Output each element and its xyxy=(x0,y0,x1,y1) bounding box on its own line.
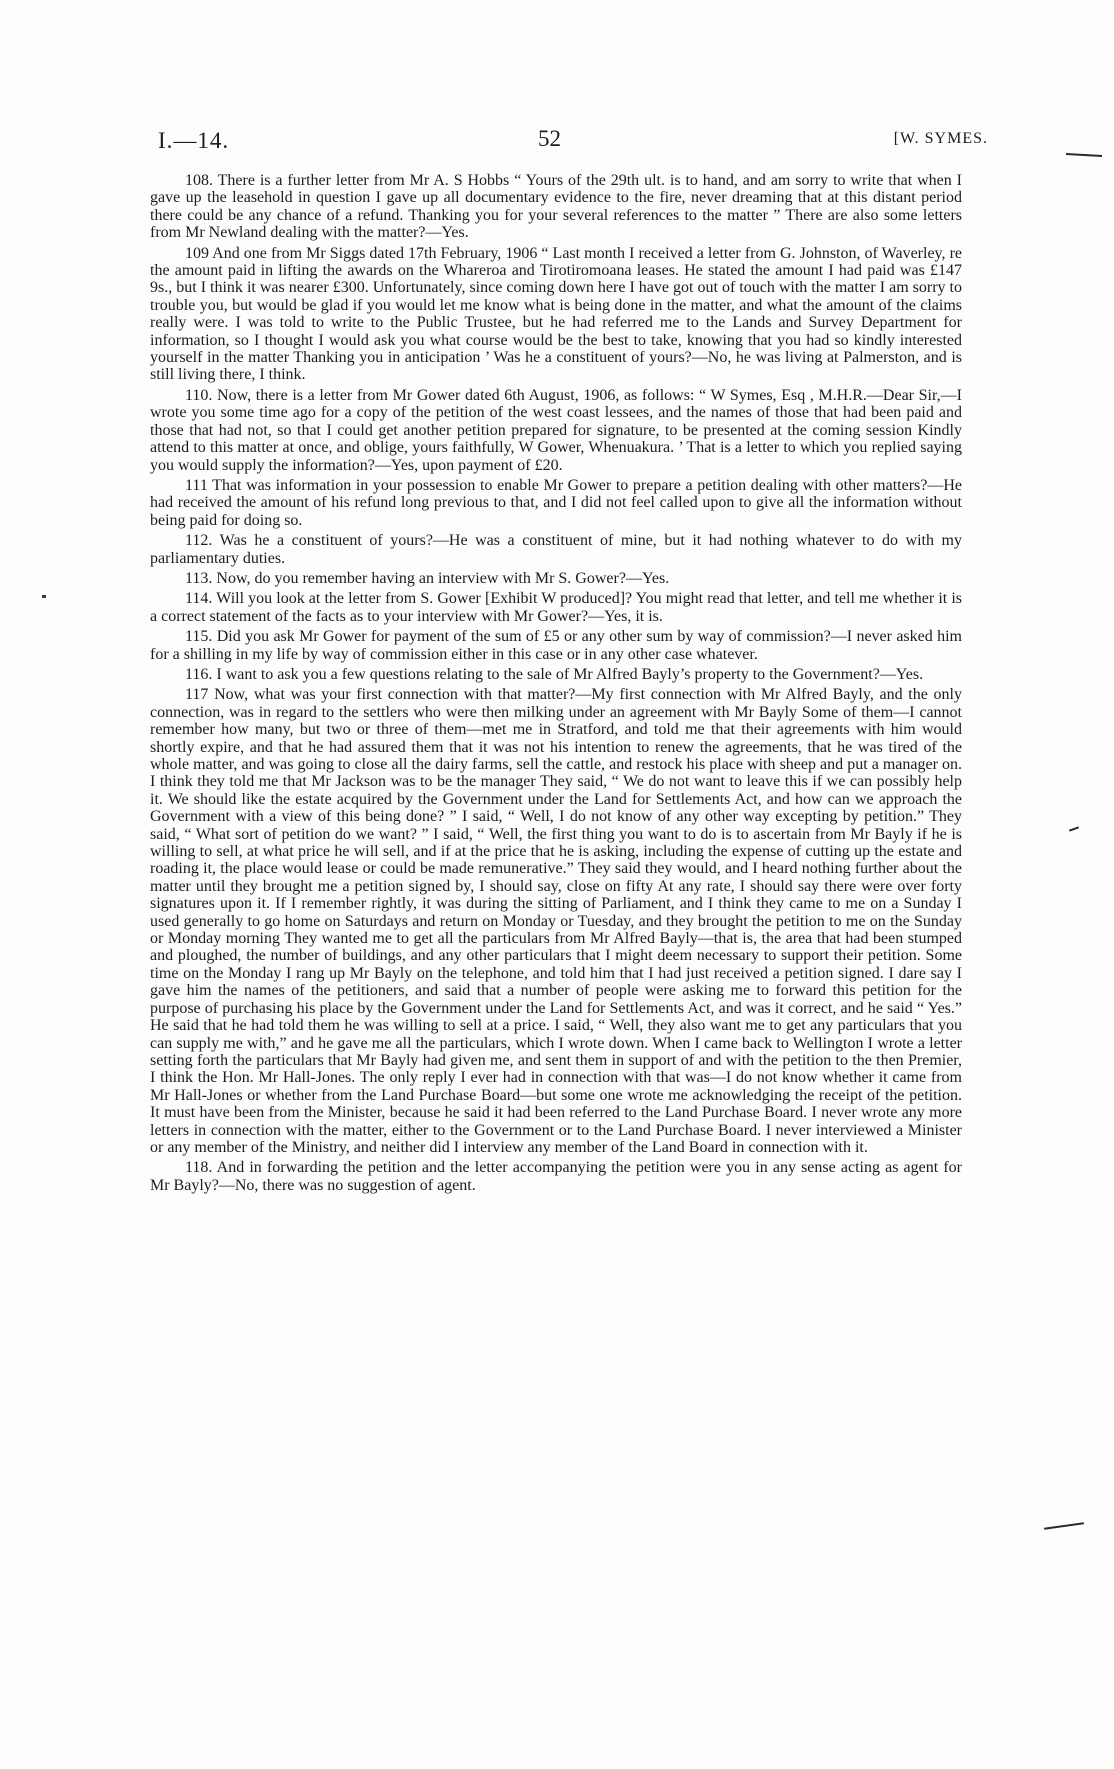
paragraph-118: 118. And in forwarding the petition and the letter accompanying the petition were you in any sense acting as agent for Mr Bayly?—No, there was no suggestion of agent. xyxy=(150,1159,962,1194)
witness-name: [W. SYMES. xyxy=(893,130,988,147)
paragraph-113: 113. Now, do you remember having an interview with Mr S. Gower?—Yes. xyxy=(185,569,670,587)
paragraph-117: 117 Now, what was your first connection with that matter?—My first connection with Mr Alfred Bayly, and the only connection, was in regard to the settlers who were then milking under an agreement with Mr Bayly Some of them—I cannot remember how many, but two or three of them—met me in Stratford, and told me that their agreements with him would shortly expire, and that he had assured them that it was not his intention to renew the agreements, that he was tired of the whole matter, and was going to close all the dairy farms, sell the cattle, and restock his place with sheep and put a manager on. I think they told me that Mr Jackson was to be the manager They said, “ We do not want to leave this if we can possibly help it. We should like the estate acquired by the Government under the Land for Settlements Act, and how can we approach the Government with a view of this being done? ” I said, “ Well, I do not know of any other way excepting by petition.” They said, “ What sort of petition do we want? ” I said, “ Well, the first thing you want to do is to ascertain from Mr Bayly if he is willing to sell, at what price he will sell, and if at the price that he is asking, including the expense of cutting up the estate and roading it, the place would lease or could be made remunerative.” They said they would, and I heard nothing further about the matter until they brought me a petition signed by, I should say, close on fifty At any rate, I should say there were over forty signatures upon it. If I remember rightly, it was during the sitting of Parliament, and I think they came to me on a Sunday I used generally to go home on Saturdays and return on Monday or Tuesday, and they brought the petition to me on the Sunday or Monday morning They wanted me to get all the particulars from Mr Alfred Bayly—that is, the area that had been stumped and ploughed, the number of buildings, and any other particulars that I might deem necessary to support their petition. Some time on the Monday I rang up Mr Bayly on the telephone, and told him that I had just received a petition signed. I dare say I gave him the names of the petitioners, and said that a number of people were asking me to forward this petition for the purpose of purchasing his place by the Government under the Land for Settlements Act, and was it correct, and he said “ Yes.” He said that he had told them he was willing to sell at a price. I said, “ Well, they also want me to get any particulars that you can supply me with,” and he gave me all the particulars, which I wrote down. When I came back to Wellington I wrote a letter setting forth the particulars that Mr Bayly had given me, and sent them in support of and with the petition to the then Premier, I think the Hon. Mr Hall-Jones. The only reply I ever had in connection with that was—I do not know whether it came from Mr Hall-Jones or whether from the Land Purchase Board—but some one wrote me acknowledging the receipt of the petition. It must have been from the Minister, because he said it had been referred to the Land Purchase Board. I never wrote any more letters in connection with the matter, either to the Government or to the Land Purchase Board. I never interviewed a Minister or any member of the Ministry, and neither did I interview any member of the Land Board in connection with it. xyxy=(150,686,962,1156)
paragraph-110: 110. Now, there is a letter from Mr Gower dated 6th August, 1906, as follows: “ W Symes, Esq , M.H.R.—Dear Sir,—I wrote you some time ago for a copy of the petition of the west coast lessees, and the names of those that had been paid and those that had not, so that I could get another petition prepared for signature, to be presented at the coming session Kindly attend to this matter at once, and oblige, yours faithfully, W Gower, Whenuakura. ’ That is a letter to which you replied saying you would supply the information?—Yes, upon payment of £20. xyxy=(150,386,962,474)
paragraph-112: 112. Was he a constituent of yours?—He was a constituent of mine, but it had nothing whatever to do with my parliamentary duties. xyxy=(150,532,962,567)
paragraph-109: 109 And one from Mr Siggs dated 17th February, 1906 “ Last month I received a letter from G. Johnston, of Waverley, re the amount paid in lifting the awards on the Whareroa and Tirotiromoana leases. He stated the amount I had paid was £147 9s., but I think it was nearer £300. Unfortunately, since coming down here I have got out of touch with the matter I am sorry to trouble you, but would be glad if you would let me know what is being done in the matter, and what the amount of the claims really were. I was told to write to the Public Trustee, but he had referred me to the Lands and Survey Department for information, so I thought I would ask you what course would be the best to take, knowing that you had so kindly interested yourself in the matter Thanking you in anticipation ’ Was he a constituent of yours?—No, he was living at Palmerston, and is still living there, I think. xyxy=(150,244,962,384)
paragraph-108: 108. There is a further letter from Mr A. S Hobbs “ Yours of the 29th ult. is to hand, and am sorry to write that when I gave up the leasehold in question I gave up all documentary evidence to the fire, never dreaming that at this distant period there could be any chance of a refund. Thanking you for your several references to the matter ” There are also some letters from Mr Newland dealing with the matter?—Yes. xyxy=(150,172,962,242)
page-number: 52 xyxy=(538,126,561,151)
document-reference: I.—14. xyxy=(158,128,230,153)
margin-mark xyxy=(1044,1522,1084,1530)
page-header xyxy=(158,128,988,158)
body-text xyxy=(150,172,962,1197)
paragraph-115: 115. Did you ask Mr Gower for payment of the sum of £5 or any other sum by way of commission?—I never asked him for a shilling in my life by way of commission either in this case or in any other case whatever. xyxy=(150,628,962,663)
paragraph-111: 111 That was information in your possession to enable Mr Gower to prepare a petition dealing with other matters?—He had received the amount of his refund long previous to that, and I did not feel called upon to give all the information without being paid for doing so. xyxy=(150,476,962,529)
scan-speck xyxy=(42,595,46,598)
margin-mark xyxy=(1066,153,1102,157)
paragraph-114: 114. Will you look at the letter from S. Gower [Exhibit W produced]? You might read that letter, and tell me whether it is a correct statement of the facts as to your interview with Mr Gower?—Yes, it is. xyxy=(150,590,962,625)
paragraph-116: 116. I want to ask you a few questions relating to the sale of Mr Alfred Bayly’s property to the Government?—Yes. xyxy=(185,665,924,683)
margin-mark xyxy=(1069,826,1079,831)
